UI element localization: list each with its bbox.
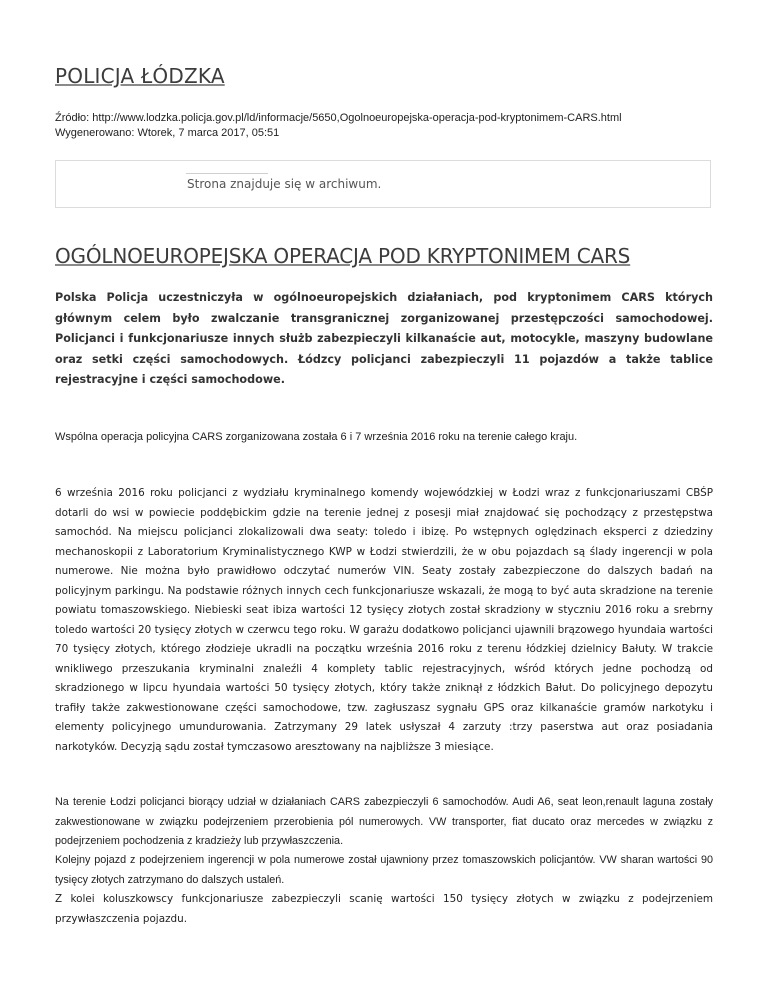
source-url: Źródło: http://www.lodzka.policja.gov.pl/ld/informacje/5650,Ogolnoeuropejska-operacja-pod-kryptonimem-CARS.html [55, 112, 622, 124]
article-lead: Polska Policja uczestniczyła w ogólnoeuropejskich działaniach, pod kryptonimem CARS których głównym celem było zwalczanie transgranicznej zorganizowanej przestępczości samochodowej. Policjanci i funkcjonariusze innych służb zabezpieczyli kilkanaście aut, motocykle, maszyny budowlane oraz setki części samochodowych. Łódzcy policjanci zabezpieczyli 11 pojazdów a także tablice rejestracyjne i części samochodowe. [55, 291, 713, 386]
article-paragraph: Z kolei koluszkowscy funkcjonariusze zabezpieczyli scanię wartości 150 tysięcy złotych w związku z podejrzeniem przywłaszczenia pojazdu. [55, 893, 713, 925]
divider [186, 173, 268, 174]
site-title: POLICJA ŁÓDZKA [55, 64, 225, 88]
article-title: OGÓLNOEUROPEJSKA OPERACJA POD KRYPTONIMEM CARS [55, 244, 631, 268]
archive-notice: Strona znajduje się w archiwum. [187, 177, 382, 191]
generated-date: Wygenerowano: Wtorek, 7 marca 2017, 05:51 [55, 127, 280, 139]
article-paragraph: Kolejny pojazd z podejrzeniem ingerencji w pola numerowe został ujawniony przez tomaszowskich policjantów. VW sharan wartości 90 tysięcy złotych zatrzymano do dalszych ustaleń. [55, 854, 713, 886]
article-paragraph: Wspólna operacja policyjna CARS zorganizowana została 6 i 7 września 2016 roku na terenie całego kraju. [55, 431, 578, 443]
article-paragraph: Na terenie Łodzi policjanci biorący udział w działaniach CARS zabezpieczyli 6 samochodów. Audi A6, seat leon,renault laguna zostały zakwestionowane w związku podejrzeniem przerobienia pól numerowych. VW transporter, fiat ducato oraz mercedes w związku z podejrzeniem pochodzenia z kradzieży lub przywłaszczenia. [55, 796, 713, 847]
document-meta [55, 111, 622, 141]
article-paragraph: 6 września 2016 roku policjanci z wydziału kryminalnego komendy wojewódzkiej w Łodzi wraz z funkcjonariuszami CBŚP dotarli do wsi w powiecie poddębickim gdzie na terenie jednej z posesji miał znajdować się pochodzący z przestępstwa samochód. Na miejscu policjanci zlokalizowali dwa seaty: toledo i ibizę. Po wstępnych oględzinach eksperci z dziedziny mechanoskopii z Laboratorium Kryminalistycznego KWP w Łodzi stwierdzili, że w obu pojazdach są ślady ingerencji w pola numerowe. Nie można było prawidłowo odczytać numerów VIN. Seaty zostały zabezpieczone do dalszych badań na policyjnym parkingu. Na podstawie różnych innych cech funkcjonariusze wskazali, że mogą to być auta skradzione na terenie powiatu tomaszowskiego. Niebieski seat ibiza wartości 12 tysięcy złotych został skradziony w styczniu 2016 roku a srebrny toledo wartości 20 tysięcy złotych w czerwcu tego roku. W garażu dodatkowo policjanci ujawnili brązowego hyundaia wartości 70 tysięcy złotych, którego złodzieje ukradli na początku września 2016 roku z terenu łódzkiej dzielnicy Bałuty. W trakcie wnikliwego przeszukania kryminalni znaleźli 4 komplety tablic rejestracyjnych, wśród których jedne pochodzą od skradzionego w lipcu hyundaia wartości 50 tysięcy złotych, który także zniknął z łódzkich Bałut. Do policyjnego depozytu trafiły także zakwestionowane części samochodowe, tzw. zagłuszasz sygnału GPS oraz kilkanaście gramów narkotyku i elementy policyjnego umundurowania. Zatrzymany 29 latek usłyszał 4 zarzuty :trzy paserstwa aut oraz posiadania narkotyków. Decyzją sądu został tymczasowo aresztowany na najbliższe 3 miesiące. [55, 487, 713, 753]
archive-notice-box [55, 160, 711, 208]
